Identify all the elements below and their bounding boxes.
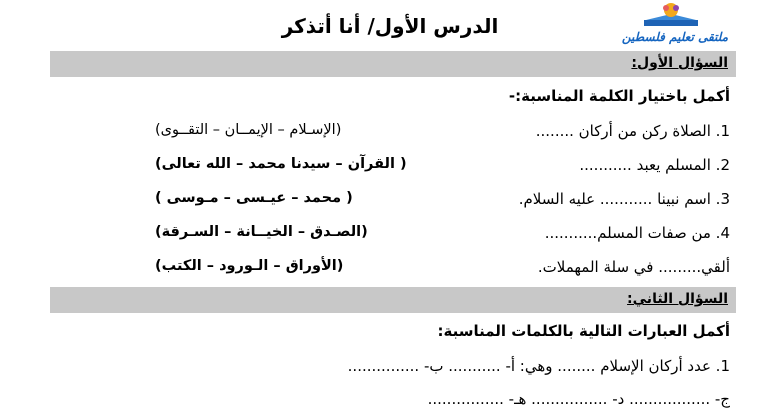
section-2-item-1: 1. عدد أركان الإسلام ........ وهي: أ- ........... ب- ............... bbox=[347, 357, 730, 375]
question-4: 4. من صفات المسلم........... bbox=[544, 224, 730, 242]
question-1-options: (الإسـلام – الإيمــان – التقــوى) bbox=[155, 122, 342, 138]
question-2: 2. المسلم يعبد ........... bbox=[579, 156, 730, 174]
logo-text: ملتقى تعليم فلسطين bbox=[621, 30, 729, 44]
section-2-item-2: ج- ................. د- ................ هـ- ................ bbox=[427, 390, 730, 408]
question-1: 1. الصلاة ركن من أركان ........ bbox=[535, 122, 730, 140]
section-1-heading: السؤال الأول: bbox=[631, 55, 728, 71]
section-2-header-bar bbox=[50, 287, 736, 313]
question-5: ألقي......... في سلة المهملات. bbox=[537, 258, 730, 276]
question-4-options: (الصـدق – الخيــانة – السـرقة) bbox=[155, 224, 368, 240]
section-2-heading: السؤال الثاني: bbox=[627, 291, 728, 307]
question-3: 3. اسم نبينا ........... عليه السلام. bbox=[518, 190, 730, 208]
section-2-instruction: أكمل العبارات التالية بالكلمات المناسبة: bbox=[437, 322, 730, 340]
question-3-options: ( محمد – عيـسى – مـوسى ) bbox=[155, 190, 353, 206]
question-5-options: (الأوراق – الـورود – الكتب) bbox=[155, 258, 344, 274]
section-1-instruction: أكمل باختيار الكلمة المناسبة:- bbox=[508, 87, 730, 105]
question-2-options: ( القرآن – سيدنا محمد – الله تعالى) bbox=[155, 156, 407, 172]
section-1-header-bar bbox=[50, 51, 736, 77]
page-title: الدرس الأول/ أنا أتذكر bbox=[281, 14, 499, 38]
